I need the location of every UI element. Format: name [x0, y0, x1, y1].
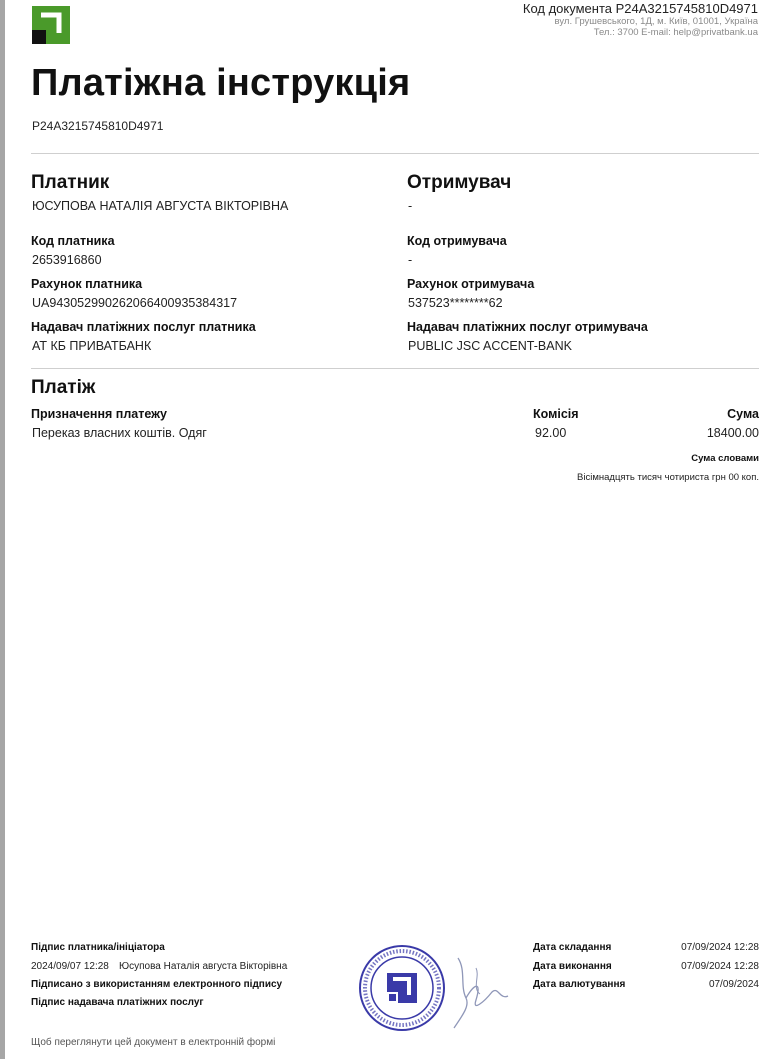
- signature-icon: [436, 940, 516, 1032]
- payment-purpose-label: Призначення платежу: [31, 407, 167, 421]
- sum-words-value: Вісімнадцять тисяч чотириста грн 00 коп.: [577, 472, 759, 483]
- payer-code: 2653916860: [32, 253, 102, 267]
- document-number: P24A3215745810D4971: [32, 119, 164, 133]
- recipient-code-label: Код отримувача: [407, 234, 507, 248]
- payer-provider: АТ КБ ПРИВАТБАНК: [32, 339, 152, 353]
- divider: [31, 153, 759, 154]
- page-left-edge: [0, 0, 5, 1059]
- date-created-value: 07/09/2024 12:28: [681, 942, 759, 953]
- payer-signature-datetime: 2024/09/07 12:28: [31, 961, 109, 972]
- sum-value: 18400.00: [706, 426, 759, 440]
- footer-note: Щоб переглянути цей документ в електронній формі: [31, 1037, 276, 1048]
- recipient-name: -: [408, 199, 413, 213]
- date-value-label: Дата валютування: [533, 979, 626, 990]
- bank-contact: Тел.: 3700 E-mail: help@privatbank.ua: [593, 27, 758, 38]
- commission-label: Комісія: [533, 407, 579, 421]
- commission-value: 92.00: [535, 426, 567, 440]
- recipient-account-label: Рахунок отримувача: [407, 277, 535, 291]
- payer-name: ЮСУПОВА НАТАЛІЯ АВГУСТА ВІКТОРІВНА: [32, 199, 289, 213]
- sum-label: Сума: [727, 407, 759, 421]
- privatbank-logo-icon: [32, 6, 70, 44]
- payer-signature-name: Юсупова Наталія августа Вікторівна: [119, 961, 288, 972]
- date-value-value: 07/09/2024: [708, 979, 759, 990]
- date-created-label: Дата складання: [533, 942, 612, 953]
- payer-signature-label: Підпис платника/ініціатора: [31, 942, 165, 953]
- page-title: Платіжна інструкція: [31, 62, 411, 104]
- sum-words-label: Сума словами: [691, 453, 759, 464]
- recipient-account: 537523********62: [408, 296, 503, 310]
- recipient-provider: PUBLIC JSC ACCENT-BANK: [408, 339, 572, 353]
- date-executed-label: Дата виконання: [533, 961, 612, 972]
- payer-account: UA943052990262066400935384317: [32, 296, 238, 310]
- bank-address: вул. Грушевського, 1Д, м. Київ, 01001, Україна: [554, 16, 758, 27]
- divider: [31, 368, 759, 369]
- payment-heading: Платіж: [31, 377, 96, 398]
- date-executed-value: 07/09/2024 12:28: [681, 961, 759, 972]
- payment-purpose: Переказ власних коштів. Одяг: [32, 426, 207, 440]
- payer-account-label: Рахунок платника: [31, 277, 143, 291]
- payer-code-label: Код платника: [31, 234, 115, 248]
- bank-stamp-icon: [358, 942, 446, 1034]
- recipient-provider-label: Надавач платіжних послуг отримувача: [407, 320, 648, 334]
- esign-label: Підписано з використанням електронного підпису: [31, 979, 283, 990]
- recipient-code: -: [408, 253, 413, 267]
- document-code: Код документа P24A3215745810D4971: [522, 1, 758, 16]
- provider-signature-label: Підпис надавача платіжних послуг: [31, 997, 204, 1008]
- recipient-heading: Отримувач: [407, 172, 512, 193]
- payer-provider-label: Надавач платіжних послуг платника: [31, 320, 256, 334]
- payer-heading: Платник: [31, 172, 110, 193]
